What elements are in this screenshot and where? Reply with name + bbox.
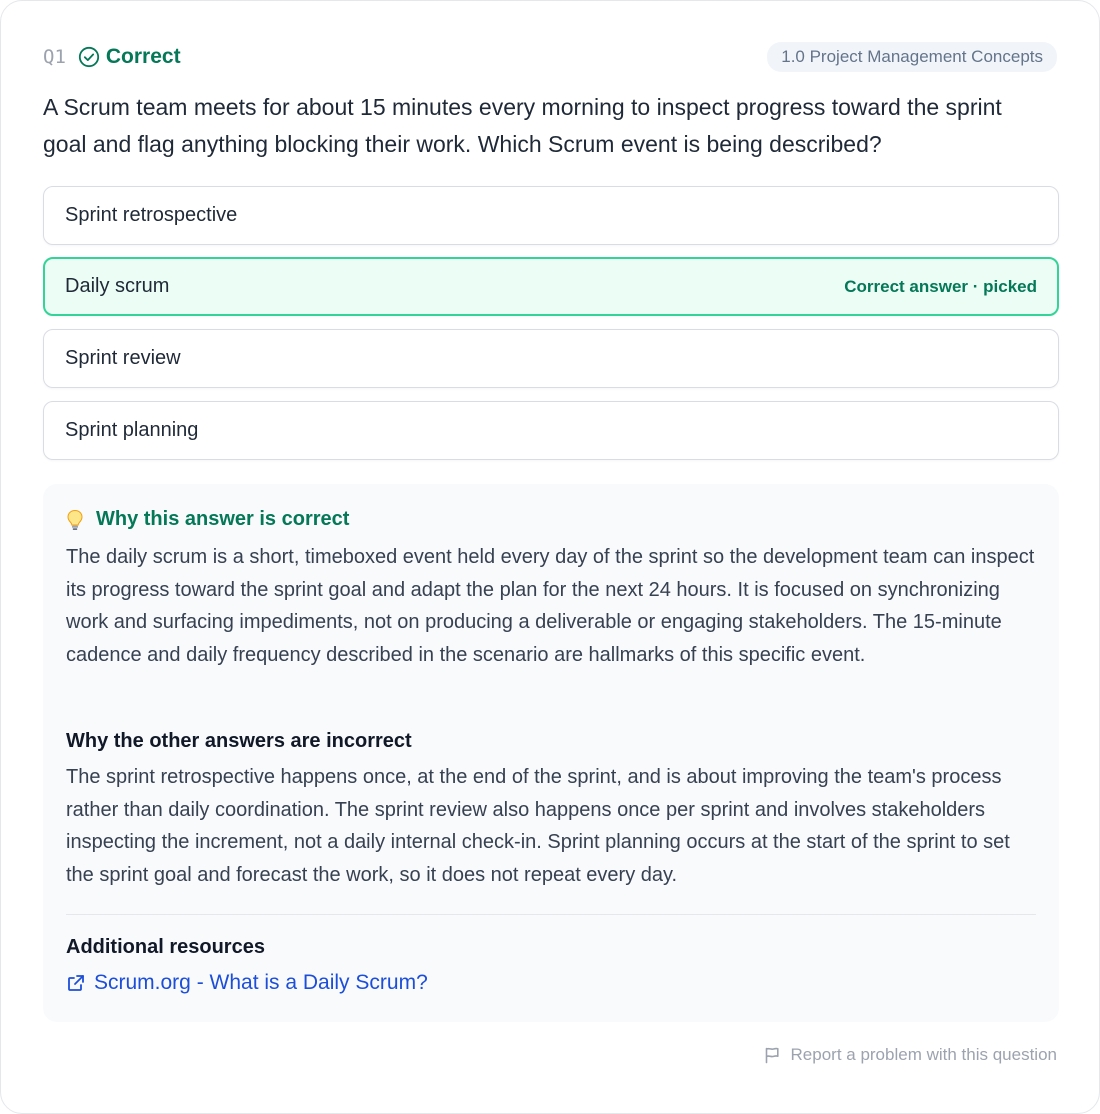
report-problem-label: Report a problem with this question <box>790 1045 1057 1064</box>
option-label: Sprint planning <box>65 419 199 441</box>
check-circle-icon <box>78 46 100 68</box>
status-indicator <box>78 45 181 69</box>
resource-link-label: Scrum.org - What is a Daily Scrum? <box>94 971 428 994</box>
option-label: Sprint review <box>65 347 181 369</box>
topic-badge: 1.0 Project Management Concepts <box>767 42 1057 72</box>
correct-explanation-title: Why this answer is correct <box>96 508 350 530</box>
report-problem-button[interactable] <box>763 1043 1057 1067</box>
option-sprint-retrospective[interactable] <box>43 186 1059 245</box>
question-number: Q1 <box>43 46 66 68</box>
option-sprint-planning[interactable] <box>43 401 1059 460</box>
resources-title: Additional resources <box>66 936 265 958</box>
option-daily-scrum[interactable] <box>43 257 1059 316</box>
incorrect-explanation-text: The sprint retrospective happens once, at the end of the sprint, and is about improving the team's process rather than daily coordination. The sprint review also happens once per sprint and involves stakeholders inspecting the increment, not a daily internal check-in. Sprint planning occurs at the start of the sprint to set the sprint goal and forecast the work, so it does not repeat every day. <box>66 766 1010 886</box>
question-header <box>43 41 1057 73</box>
correct-explanation-heading <box>66 508 349 531</box>
status-label: Correct <box>105 45 181 68</box>
external-link-icon <box>66 973 86 993</box>
correct-answer-tag: Correct answer · picked <box>844 276 1037 296</box>
divider <box>66 914 1036 915</box>
incorrect-explanation-title: Why the other answers are incorrect <box>66 730 412 752</box>
option-sprint-review[interactable] <box>43 329 1059 388</box>
flag-icon <box>763 1046 781 1064</box>
correct-explanation-text: The daily scrum is a short, timeboxed event held every day of the sprint so the development team can inspect its progress toward the sprint goal and adapt the plan for the next 24 hours. It is focused on synchronizing work and surfacing impediments, not on producing a deliverable or engaging stakeholders. The 15-minute cadence and daily frequency described in the scenario are hallmarks of this specific event. <box>66 546 1035 666</box>
question-text: A Scrum team meets for about 15 minutes every morning to inspect progress toward the sprint goal and flag anything blocking their work. Which Scrum event is being described? <box>43 94 1002 157</box>
explanation-panel <box>43 484 1059 1022</box>
option-label: Sprint retrospective <box>65 204 238 226</box>
resource-link[interactable] <box>66 971 428 995</box>
lightbulb-icon <box>66 509 84 531</box>
option-label: Daily scrum <box>65 275 170 297</box>
